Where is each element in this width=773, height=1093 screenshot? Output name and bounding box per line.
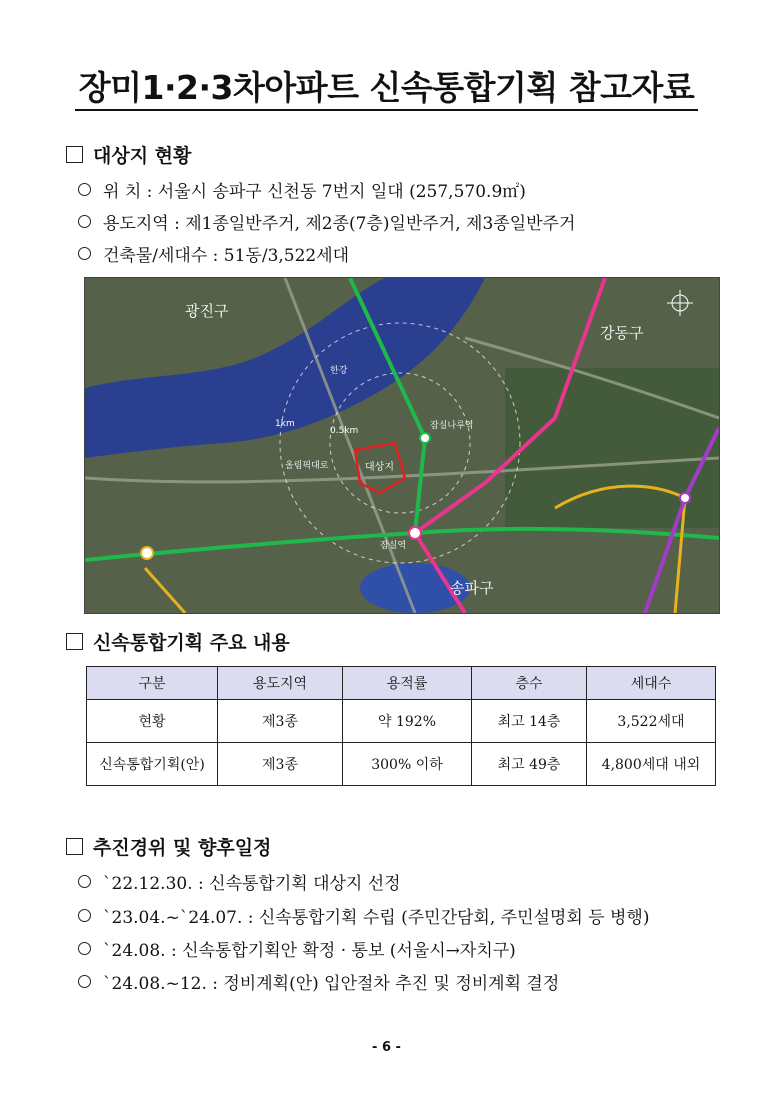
table-cell: 약 192% — [343, 700, 472, 743]
table-header-cell: 층수 — [472, 667, 587, 700]
page-number: - 6 - — [372, 1040, 401, 1055]
site-item-location — [78, 177, 526, 202]
map-label-05km: 0.5km — [330, 426, 359, 436]
timeline-item — [78, 903, 649, 928]
section-heading-text: 신속통합기획 주요 내용 — [93, 632, 290, 654]
map-label-songpa: 송파구 — [450, 579, 494, 597]
table-header-cell: 용도지역 — [218, 667, 343, 700]
table-cell: 4,800세대 내외 — [587, 743, 716, 786]
bullet-circle-icon — [78, 247, 91, 260]
section-heading-plan — [66, 628, 290, 655]
site-item-text: 건축물/세대수 : 51동/3,522세대 — [103, 246, 350, 266]
timeline-item — [78, 869, 401, 894]
checkbox-square-icon — [66, 146, 83, 163]
map-label-jamsilnaru: 잠실나루역 — [430, 421, 474, 431]
bullet-circle-icon — [78, 909, 91, 922]
checkbox-square-icon — [66, 633, 83, 650]
bullet-circle-icon — [78, 215, 91, 228]
table-cell: 제3종 — [218, 743, 343, 786]
table-row — [87, 700, 716, 743]
table-row — [87, 743, 716, 786]
timeline-item-text: `24.08. : 신속통합기획안 확정 · 통보 (서울시→자치구) — [103, 941, 516, 961]
section-heading-timeline — [66, 833, 271, 860]
bullet-circle-icon — [78, 183, 91, 196]
section-heading-text: 추진경위 및 향후일정 — [93, 837, 272, 859]
table-cell: 현황 — [87, 700, 218, 743]
map-label-1km: 1km — [275, 419, 295, 429]
map-label-jamsil-station: 잠실역 — [380, 541, 407, 551]
station-marker-icon — [141, 547, 153, 559]
table-cell: 3,522세대 — [587, 700, 716, 743]
map-park — [505, 368, 719, 528]
site-item-text: 용도지역 : 제1종일반주거, 제2종(7층)일반주거, 제3종일반주거 — [103, 214, 576, 234]
table-cell: 최고 49층 — [472, 743, 587, 786]
timeline-item-text: `24.08.~12. : 정비계획(안) 입안절차 추진 및 정비계획 결정 — [103, 974, 560, 994]
bullet-circle-icon — [78, 942, 91, 955]
comparison-table — [86, 666, 716, 786]
site-item-text: 위 치 : 서울시 송파구 신천동 7번지 일대 (257,570.9㎡) — [103, 182, 526, 202]
table-header-cell: 구분 — [87, 667, 218, 700]
site-map-svg — [85, 278, 719, 613]
page-title — [0, 62, 773, 109]
site-map — [84, 277, 720, 614]
map-label-site: 대상지 — [365, 462, 394, 473]
station-marker-icon — [409, 527, 421, 539]
checkbox-square-icon — [66, 838, 83, 855]
site-item-zoning — [78, 209, 575, 234]
map-label-hangang: 한강 — [330, 366, 348, 376]
station-marker-icon — [420, 433, 430, 443]
bullet-circle-icon — [78, 975, 91, 988]
map-label-gangdong: 강동구 — [600, 324, 644, 342]
map-label-gwangjin: 광진구 — [185, 302, 229, 320]
table-header-cell: 용적률 — [343, 667, 472, 700]
section-heading-site — [66, 141, 191, 168]
section-heading-text: 대상지 현황 — [93, 145, 192, 167]
table-cell: 300% 이하 — [343, 743, 472, 786]
timeline-item — [78, 936, 516, 961]
table-cell: 최고 14층 — [472, 700, 587, 743]
table-header-row — [87, 667, 716, 700]
timeline-item-text: `23.04.~`24.07. : 신속통합기획 수립 (주민간담회, 주민설명회 등 병행) — [103, 908, 650, 928]
station-marker-icon — [680, 493, 690, 503]
timeline-item-text: `22.12.30. : 신속통합기획 대상지 선정 — [103, 874, 401, 894]
site-item-buildings — [78, 241, 349, 266]
table-header-cell: 세대수 — [587, 667, 716, 700]
table-cell: 제3종 — [218, 700, 343, 743]
timeline-item — [78, 969, 559, 994]
page-title-text: 장미1·2·3차아파트 신속통합기획 참고자료 — [75, 68, 698, 111]
bullet-circle-icon — [78, 875, 91, 888]
table-cell: 신속통합기획(안) — [87, 743, 218, 786]
map-label-olympic: 올림픽대로 — [285, 461, 329, 471]
